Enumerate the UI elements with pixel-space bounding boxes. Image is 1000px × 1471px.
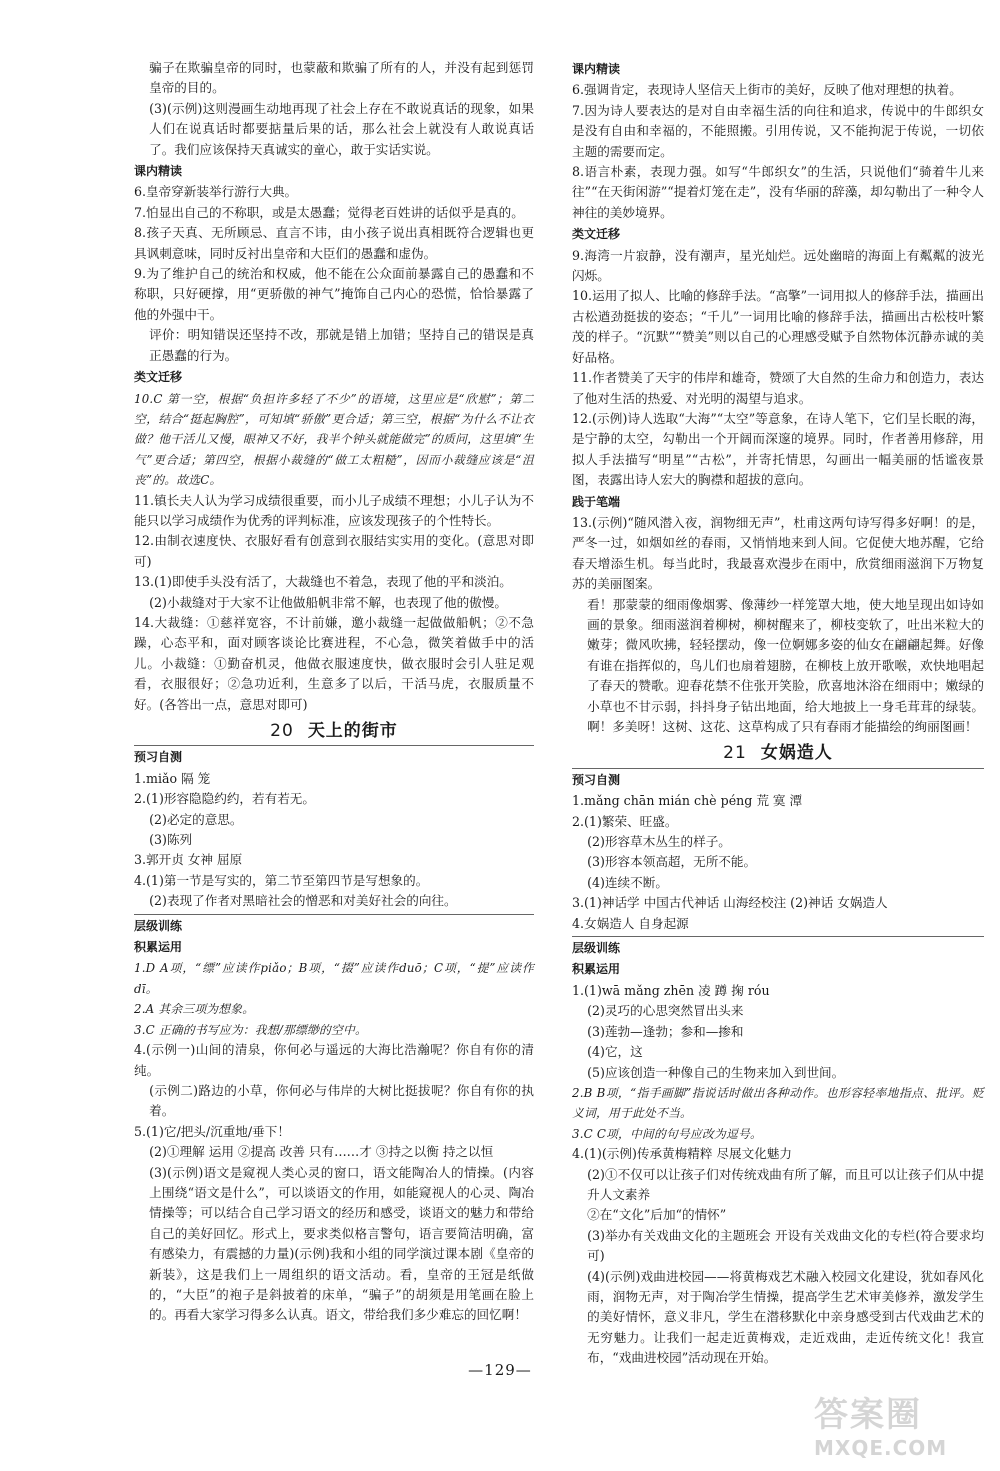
answer-item: 3.C C项，中间的句号应改为逗号。 (572, 1126, 763, 1141)
answer-item: 9.为了维护自己的统治和权威，他不能在公众面前暴露自己的愚蠢和不称职，只好硬撑，用“更骄傲的神气”掩饰自己内心的恐慌，恰恰暴露了他的外强中干。 (134, 266, 534, 322)
answer-item: (3)莲勃—逢勃；参和—掺和 (587, 1023, 744, 1039)
answer-item: (2)①不仅可以让孩子们对传统戏曲有所了解，而且可以让孩子们从中提升人文素养 (587, 1166, 984, 1202)
answer-item: (2)必定的意思。 (149, 811, 243, 827)
answer-item: 14.大裁缝：①慈祥宽容，不计前嫌，邀小裁缝一起做做船帆；②不急躁，心态平和，面对顾客谈论比赛进程，不心急，微笑着做手中的活儿。小裁缝：①勤奋机灵，他做衣服速度快，做衣服时会引人驻足观看，衣服很好；②急功近利，生意多了以后，干活马虎，衣服质量不好。(各答出一点，意思对即可) (134, 614, 534, 712)
answer-item: 4.(1)第一节是写实的，第二节至第四节是写想象的。 (134, 872, 429, 888)
chapter-name: 天上的街市 (307, 721, 398, 741)
chapter-title (134, 721, 534, 741)
answer-item: (2)形容草木丛生的样子。 (587, 834, 731, 850)
answer-item: 8.语言朴素，表现力强。如写“牛郎织女”的生活，只说他们“骑着牛儿来往”“在天街闲游”“提着灯笼在走”，没有华丽的辞藻，却勾勒出了一种令人神往的美妙境界。 (572, 164, 984, 220)
watermark-en: MXQE.COM (814, 1436, 948, 1460)
section-heading: 课内精读 (572, 62, 621, 76)
answer-item: 4.(1)(示例)传承黄梅精粹 尽展文化魅力 (572, 1146, 792, 1162)
chapter-number: 20 (270, 721, 294, 741)
answer-item: (2)表现了作者对黑暗社会的憎恶和对美好社会的向往。 (149, 893, 457, 909)
answer-item: 7.怕显出自己的不称职，或是太愚蠢；觉得老百姓讲的话似乎是真的。 (134, 204, 524, 220)
section-heading: 积累运用 (134, 940, 183, 955)
answer-item: 1.(1)wā mǎng zhēn 凌 蹲 掬 róu (572, 982, 770, 998)
section-heading: 层级训练 (134, 914, 534, 936)
left-column (134, 58, 534, 1326)
answer-item: 2.A 其余三项为想象。 (134, 1002, 255, 1017)
answer-item: (2)灵巧的心思突然冒出头来 (587, 1003, 744, 1019)
section-heading: 类文迁移 (572, 227, 621, 242)
answer-item: 7.因为诗人要表达的是对自由幸福生活的向往和追求，传说中的牛郎织女是没有自由和幸福的，不能照搬。引用传说，又不能拘泥于传说，一切依主题的需要而定。 (572, 102, 984, 159)
answer-item: (4)(示例)戏曲进校园——将黄梅戏艺术融入校园文化建设，犹如春风化雨，润物无声，对于陶冶学生情操，提高学生艺术审美修养，激发学生的美好情怀，意义非凡，学生在潜移默化中亲身感受到古代戏曲艺术的无穷魅力。让我们一起走近黄梅戏，走近戏曲，走近传统文化！我宣布，“戏曲进校园”活动现在开始。 (587, 1268, 984, 1366)
chapter-title (572, 743, 984, 763)
answer-item: (4)它，这 (587, 1044, 643, 1060)
answer-item: 2.B B项，“指手画脚”指说话时做出各种动作。也形容轻率地指点、批评。贬义词，用于此处不当。 (572, 1085, 984, 1121)
answer-item: (3)(示例)语文是窥视人类心灵的窗口，语文能陶冶人的情操。(内容上围绕“语文是什么”，可以谈语文的作用，如能窥视人的心灵、陶冶情操等；可以结合自己学习语文的经历和感受，谈语文的魅力和带给自己的美好回忆。形式上，要求类似格言警句，语言要简洁明确，富有感染力，有震撼的力量)(示例)我和小组的同学演过课本剧《皇帝的新装》，这是我们上一周组织的语文活动。看，皇帝的王冠是纸做的，“大臣”的袍子是斜披着的床单，“骗子”的胡须是用笔画在脸上的。再看大家学习得多么认真。语文，带给我们多少难忘的回忆啊！ (149, 1164, 534, 1323)
answer-item: (3)举办有关戏曲文化的主题班会 开设有关戏曲文化的专栏(符合要求均可) (587, 1227, 984, 1264)
chapter-name: 女娲造人 (760, 743, 833, 764)
answer-item: 3.(1)神话学 中国古代神话 山海经校注 (2)神话 女娲造人 (572, 895, 888, 911)
answer-item: 11.作者赞美了天宇的伟岸和雄奇，赞颂了大自然的生命力和创造力，表达了他对生活的热爱、对光明的渴望与追求。 (572, 370, 984, 406)
answer-item: 1.miǎo 隔 笼 (134, 770, 211, 786)
answer-item: (示例二)路边的小草，你何必与伟岸的大树比挺拔呢？你自有你的执着。 (149, 1082, 534, 1119)
answer-item: 5.(1)它/把头/沉重地/垂下！ (134, 1123, 290, 1139)
text-paragraph: (3)(示例)这则漫画生动地再现了社会上存在不敢说真话的现象，如果人们在说真话时都要掂量后果的话，那么社会上就没有人敢说真话了。我们应该保持天真诚实的童心，敢于实话实说。 (149, 100, 534, 157)
answer-item: (3)陈列 (149, 832, 193, 848)
answer-item: 2.(1)繁荣、旺盛。 (572, 813, 678, 829)
answer-item: 13.(示例)“随风潜入夜，润物细无声”，杜甫这两句诗写得多好啊！的是，严冬一过，如烟如丝的春雨，又悄悄地来到人间。它促使大地苏醒，它给春天增添生机。每当此时，我最喜欢漫步在雨中，欣赏细雨滋润下万物复苏的美丽图案。 (572, 514, 984, 592)
answer-item: (5)应该创造一种像自己的生物来加入到世间。 (587, 1064, 845, 1080)
answer-item: 评价：明知错误还坚持不改，那就是错上加错；坚持自己的错误是真正愚蠢的行为。 (149, 327, 534, 363)
answer-item: 1.D A项，“缥”应读作piǎo；B项，“掇”应读作duō；C项，“提”应读作dī。 (134, 961, 534, 996)
section-heading: 积累运用 (572, 962, 621, 977)
answer-item: 看！那蒙蒙的细雨像烟雾、像薄纱一样笼罩大地，使大地呈现出如诗如画的景象。细雨滋润着柳树，柳树醒来了，柳枝变软了，吐出米粒大的嫩芽；微风吹拂，轻轻摆动，像一位婀娜多姿的仙女在翩翩起舞。好像有谁在指挥似的，鸟儿们也扇着翅膀，在柳枝上放开歌喉，欢快地唱起了春天的赞歌。迎春花禁不住张开笑脸，欣喜地沐浴在细雨中；嫩绿的小草也不甘示弱，抖抖身子钻出地面，给大地披上一身毛茸茸的绿装。啊！多美呀！这树、这花、这草构成了只有春雨才能描绘的绚丽图画！ (587, 596, 984, 734)
answer-item: 12.由制衣速度快、衣服好看有创意到衣服结实实用的变化。(意思对即可) (134, 533, 534, 569)
text-paragraph: 骗子在欺骗皇帝的同时，也蒙蔽和欺骗了所有的人，并没有起到惩罚皇帝的目的。 (149, 60, 534, 96)
section-heading: 课内精读 (134, 164, 183, 179)
answer-item: 4.女娲造人 自身起源 (572, 915, 689, 931)
answer-item: 13.(1)即使手头没有活了，大裁缝也不着急，表现了他的平和淡泊。 (134, 574, 512, 590)
answer-item: 6.强调肯定，表现诗人坚信天上街市的美好，反映了他对理想的执着。 (572, 82, 962, 98)
section-heading: 预习自测 (572, 768, 984, 790)
section-heading: 预习自测 (134, 745, 534, 767)
section-heading: 类文迁移 (134, 370, 183, 385)
page-number: —129— (468, 1361, 532, 1379)
answer-item: 3.郭开贞 女神 屈原 (134, 852, 243, 868)
answer-item: (2)①理解 运用 ②提高 改善 只有……才 ③持之以衡 持之以恒 (149, 1144, 494, 1160)
answer-item: (3)形容本领高超，无所不能。 (587, 854, 757, 870)
answer-item: (4)连续不断。 (587, 874, 668, 890)
answer-item: 6.皇帝穿新装举行游行大典。 (134, 184, 298, 200)
answer-item: 10.C 第一空，根据“负担许多轻了不少”的语境，这里应是“欣慰”；第二空，结合“挺起胸腔”，可知填“骄傲”更合适；第三空，根据“为什么不让衣做？他干活儿又慢，眼神又不好，我半个钟头就能做完”的质问，这里填“生气”更合适；第四空，根据小裁缝的“做工太粗糙”，因而小裁缝应该是“沮丧”的。故选C。 (134, 391, 534, 488)
chapter-number: 21 (723, 743, 747, 764)
answer-item: 11.镇长夫人认为学习成绩很重要，而小儿子成绩不理想；小儿子认为不能只以学习成绩作为优秀的评判标准，应该发现孩子的个性特长。 (134, 492, 534, 528)
answer-item: 8.孩子天真、无所顾忌、直言不讳，由小孩子说出真相既符合逻辑也更具讽刺意味，同时反衬出皇帝和大臣们的愚蠢和虚伪。 (134, 225, 534, 261)
right-column (572, 58, 984, 1369)
section-heading: 践于笔端 (572, 494, 621, 509)
answer-item: 2.(1)形容隐隐约约，若有若无。 (134, 791, 315, 807)
answer-item: 3.C 正确的书写应为：我想/那缥缈的空中。 (134, 1022, 367, 1037)
answer-item: ②在“文化”后加“的情怀” (587, 1207, 727, 1223)
section-heading: 层级训练 (572, 936, 984, 958)
answer-item: 10.运用了拟人、比喻的修辞手法。“高擎”一词用拟人的修辞手法，描画出古松遒劲挺拔的姿态；“千儿”一词用比喻的修辞手法，描画出古松枝叶繁茂的样子。“沉默”“赞美”则以自己的心理感受赋予自然物体沉静赤诚的美好品格。 (572, 288, 984, 365)
watermark-cn: 答案圈 (814, 1395, 922, 1435)
answer-item: (2)小裁缝对于大家不让他做船帆非常不解，也表现了他的傲慢。 (149, 594, 507, 610)
answer-item: 1.mǎng chān mián chè péng 荒 寞 潭 (572, 793, 803, 809)
watermark-logo (814, 1387, 974, 1465)
answer-item: 4.(示例一)山间的清泉，你何必与遥远的大海比浩瀚呢？你自有你的清纯。 (134, 1042, 534, 1078)
answer-item: 12.(示例)诗人选取“大海”“太空”等意象，在诗人笔下，它们呈长眠的海，是宁静的太空，勾勒出一个开阔而深邃的境界。同时，作者善用修辞，用拟人手法描写“明星”“古松”，并寄托情思，勾画出一幅美丽的恬谧夜景图，表露出诗人宏大的胸襟和超拔的意向。 (572, 410, 984, 488)
answer-item: 9.海湾一片寂静，没有潮声，星光灿烂。远处幽暗的海面上有粼粼的波光闪烁。 (572, 247, 984, 284)
